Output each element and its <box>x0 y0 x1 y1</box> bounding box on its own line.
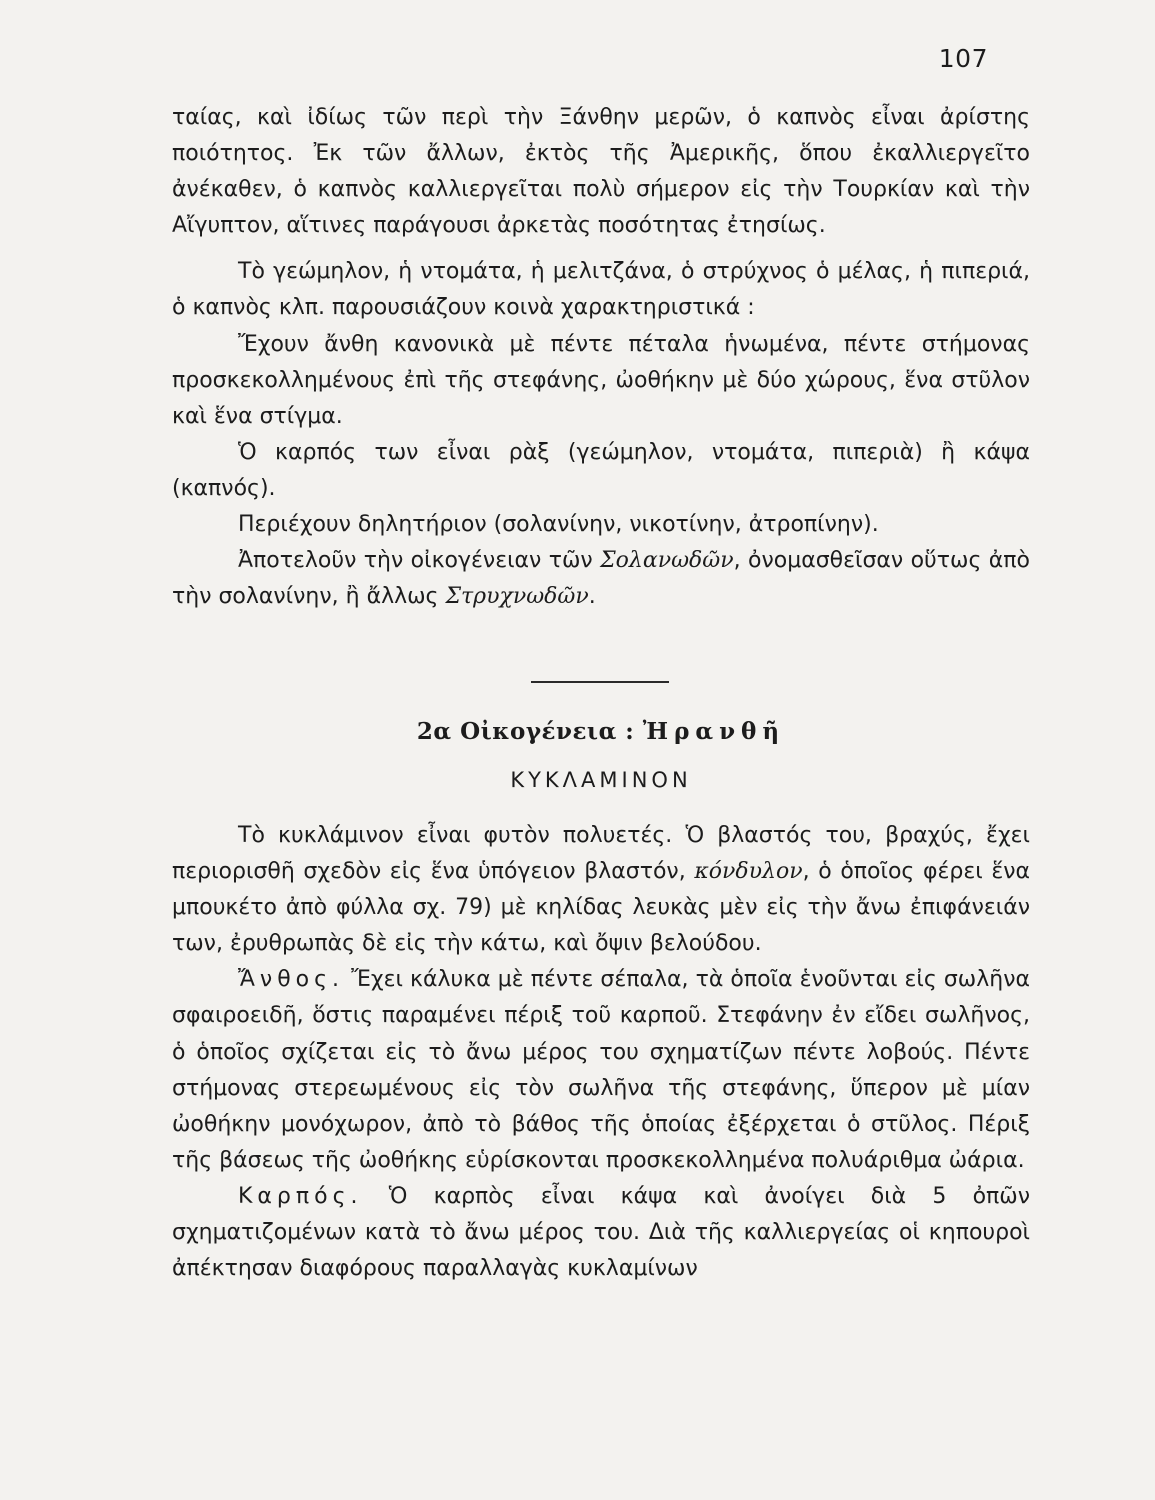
cyclamen-text-a: Τὸ κυκλάμινον εἶναι φυτὸν πολυετές. Ὁ βλαστός του, βραχύς, ἔχει περιορισθῆ σχεδὸν εἰς ἕνα ὑπόγειον βλαστόν, <box>172 823 1030 885</box>
paragraph-fruit <box>172 1179 1030 1287</box>
paragraph-tobacco-cultivation: ταίας, καὶ ἰδίως τῶν περὶ τὴν Ξάνθην μερῶν, ὁ καπνὸς εἶναι ἀρίστης ποιότητος. Ἐκ τῶν ἄλλων, ἐκτὸς τῆς Ἀμερικῆς, ὅπου ἐκαλλιεργεῖτο ἀνέκαθεν, ὁ καπνὸς καλλιεργεῖται πολὺ σήμερον εἰς τὴν Τουρκίαν καὶ τὴν Αἴγυπτον, αἵτινες παράγουσι ἀρκετὰς ποσότητας ἐτησίως. <box>172 105 1030 239</box>
family-name-strychnaceae: Στρυχνωδῶν <box>445 584 589 610</box>
section-heading <box>172 718 1030 745</box>
section-cyclamen <box>172 818 1030 1287</box>
term-tuber: κόνδυλον <box>694 859 803 885</box>
paragraph-cyclamen-description <box>172 818 1030 962</box>
subheading-cyclamen: ΚΥΚΛΑΜΙΝΟΝ <box>510 768 692 792</box>
label-flower: Ἄνθος. <box>238 967 345 993</box>
fruit-text: Ὁ καρπὸς εἶναι κάψα καὶ ἀνοίγει διὰ 5 ὀπῶν σχηματιζομένων κατὰ τὸ ἄνω μέρος του. Διὰ τῆς καλλιεργείας οἱ κηπουροὶ ἀπέκτησαν διαφόρους παραλλαγὰς κυκλαμίνων <box>172 1183 1030 1282</box>
family-name-solanaceae: Σολανωδῶν <box>600 548 734 574</box>
heading-prefix: 2α Οἰκογένεια : <box>416 718 635 745</box>
flower-text: Ἔχει κάλυκα μὲ πέντε σέπαλα, τὰ ὁποῖα ἑνοῦνται εἰς σωλῆνα σφαιροειδῆ, ὅστις παραμένει πέριξ τοῦ καρποῦ. Στεφάνην ἐν εἴδει σωλῆνος, ὁ ὁποῖος σχίζεται εἰς τὸ ἄνω μέρος του σχηματίζων πέντε λοβούς. Πέντε στήμονας στερεωμένους εἰς τὸν σωλῆνα τῆς στεφάνης, ὕπερον μὲ μίαν ὠοθήκην μονόχωρον, ἀπὸ τὸ βάθος τῆς ὁποίας ἐξέρχεται ὁ στῦλος. Πέριξ τῆς βάσεως τῆς ὠοθήκης εὑρίσκονται προσκεκολλημένα πολυάριθμα ὠάρια. <box>172 967 1030 1173</box>
paragraph-fruit-traits: Ὁ καρπός των εἶναι ρὰξ (γεώμηλον, ντομάτα, πιπεριὰ) ἢ κάψα (καπνός). <box>172 439 1030 501</box>
paragraph-flower <box>172 962 1030 1179</box>
label-fruit: Καρπός. <box>238 1183 363 1209</box>
section-divider <box>531 681 669 683</box>
paragraph-common-plants: Τὸ γεώμηλον, ἡ ντομάτα, ἡ μελιτζάνα, ὁ στρύχνος ὁ μέλας, ἡ πιπεριά, ὁ καπνὸς κλπ. παρουσιάζουν κοινὰ χαρακτηριστικά : <box>172 259 1030 321</box>
family-text-c: . <box>588 584 596 610</box>
cyclamen-text-b: , ὁ ὁποῖος φέρει ἕνα μπουκέτο ἀπὸ φύλλα σχ. 79) μὲ κηλίδας λευκὰς μὲν εἰς τὴν ἄνω ἐπιφάνειάν των, ἐρυθρωπὰς δὲ εἰς τὴν κάτω, καὶ ὄψιν βελούδου. <box>172 859 1031 957</box>
paragraph-family-name <box>172 543 1030 615</box>
family-text-b: , ὀνομασθεῖσαν οὕτως ἀπὸ τὴν σολανίνην, ἢ ἄλλως <box>172 548 1030 610</box>
paragraph-flower-traits: Ἔχουν ἄνθη κανονικὰ μὲ πέντε πέταλα ἡνωμένα, πέντε στήμονας προσκεκολλημένους ἐπὶ τῆς στεφάνης, ὠοθήκην μὲ δύο χώρους, ἕνα στῦλον καὶ ἕνα στίγμα. <box>172 331 1030 429</box>
paragraph-poison: Περιέχουν δηλητήριον (σολανίνην, νικοτίνην, ἀτροπίνην). <box>238 512 879 538</box>
family-text-a: Ἀποτελοῦν τὴν οἰκογένειαν τῶν <box>238 548 601 574</box>
section-tobacco-continued <box>172 100 1030 615</box>
heading-family-name: Ἠρανθῆ <box>642 718 786 745</box>
page-number: 107 <box>938 44 988 73</box>
